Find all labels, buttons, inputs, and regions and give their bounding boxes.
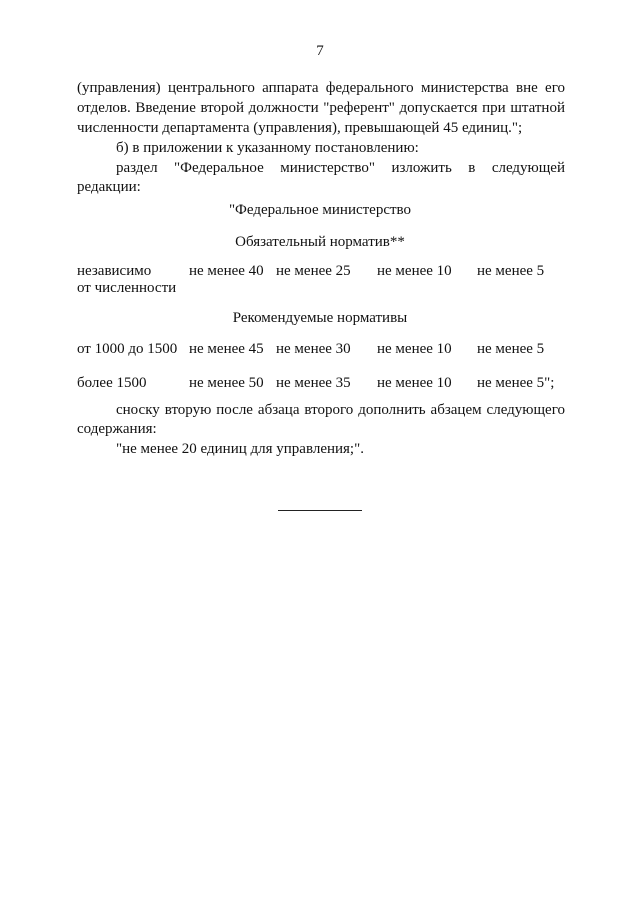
paragraph-1-line-3: численности департамента (управления), превышающей 45 единиц."; <box>77 120 523 136</box>
page-number: 7 <box>316 43 324 59</box>
paragraph-1-line-1: (управления) центрального аппарата федерального министерства вне его <box>77 80 565 96</box>
recommended-row-2-value-4: не менее 5"; <box>477 375 555 391</box>
mandatory-row-label-line-1: независимо <box>77 263 152 279</box>
recommended-row-1-value-4: не менее 5 <box>477 341 545 357</box>
mandatory-row-value-3: не менее 10 <box>377 263 452 279</box>
section-title: "Федеральное министерство <box>228 202 412 218</box>
recommended-row-2-value-2: не менее 35 <box>276 375 351 391</box>
paragraph-1-line-2: отделов. Введение второй должности "референт" допускается при штатной <box>77 100 565 116</box>
recommended-heading: Рекомендуемые нормативы <box>232 310 408 326</box>
paragraph-3-line-2: редакции: <box>77 179 141 195</box>
recommended-row-1-value-3: не менее 10 <box>377 341 452 357</box>
paragraph-3-line-1: раздел "Федеральное министерство" изложить в следующей <box>116 160 565 176</box>
mandatory-row-value-2: не менее 25 <box>276 263 351 279</box>
recommended-row-2-value-1: не менее 50 <box>189 375 264 391</box>
paragraph-2: б) в приложении к указанному постановлению: <box>116 140 419 156</box>
mandatory-row-label-line-2: от численности <box>77 280 177 296</box>
mandatory-heading: Обязательный норматив** <box>235 234 405 250</box>
recommended-row-2-value-3: не менее 10 <box>377 375 452 391</box>
footnote-instruction-line-2: содержания: <box>77 421 157 437</box>
end-divider <box>278 510 362 511</box>
mandatory-row-value-1: не менее 40 <box>189 263 264 279</box>
recommended-row-1-value-1: не менее 45 <box>189 341 264 357</box>
recommended-row-1-value-2: не менее 30 <box>276 341 351 357</box>
footnote-quote: "не менее 20 единиц для управления;". <box>116 441 364 457</box>
recommended-row-2-label: более 1500 <box>77 375 147 391</box>
footnote-instruction-line-1: сноску вторую после абзаца второго дополнить абзацем следующего <box>116 402 565 418</box>
recommended-row-1-label: от 1000 до 1500 <box>77 341 178 357</box>
mandatory-row-value-4: не менее 5 <box>477 263 545 279</box>
